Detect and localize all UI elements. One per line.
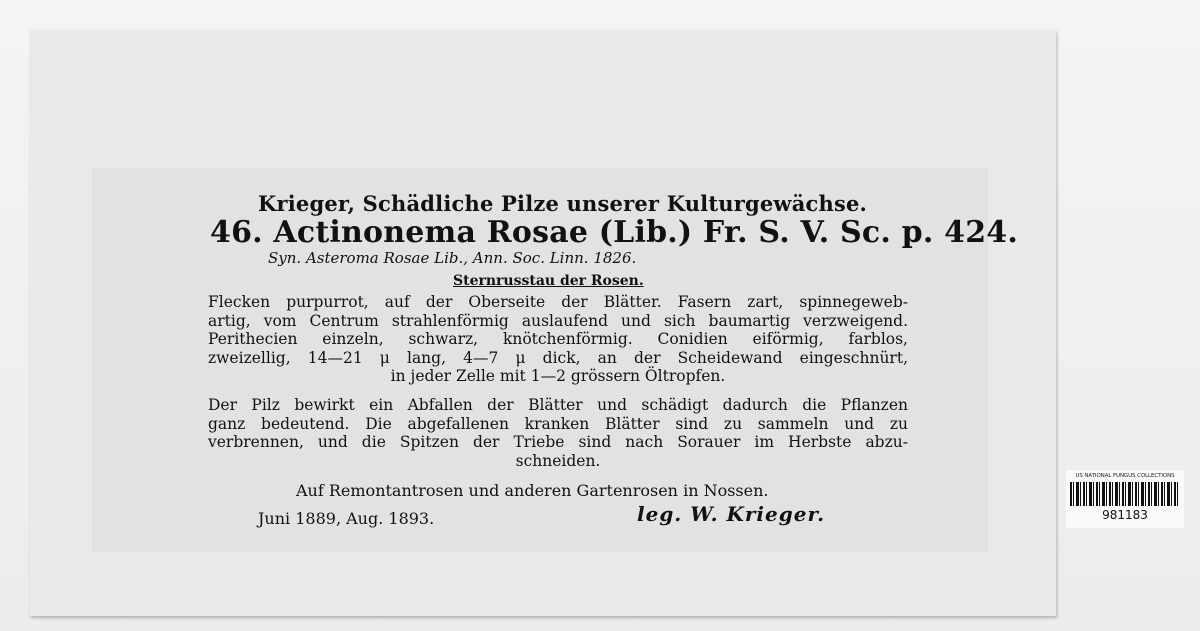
common-name: Sternrusstau der Rosen. [453, 273, 644, 289]
description-line: in jeder Zelle mit 1—2 grössern Öltropfen. [390, 367, 726, 385]
description-line: Perithecien einzeln, schwarz, knötchenförmig. Conidien eiförmig, farblos, [208, 330, 908, 348]
collector-signature: leg. W. Krieger. [637, 502, 826, 526]
locality-line: Auf Remontantrosen und anderen Gartenrosen in Nossen. [296, 481, 769, 500]
synonym-line: Syn. Asteroma Rosae Lib., Ann. Soc. Linn. 1826. [268, 249, 637, 267]
description-line: artig, vom Centrum strahlenförmig auslaufend und sich baumartig verzweigend. [208, 311, 908, 330]
notes-line: verbrennen, und die Spitzen der Triebe sind nach Sorauer im Herbste abzu- [208, 433, 908, 451]
barcode-number: 981183 [1102, 508, 1148, 522]
species-title: 46. Actinonema Rosae (Lib.) Fr. S. V. Sc. p. 424. [210, 215, 1018, 250]
barcode-label [1066, 470, 1184, 528]
description-line: zweizellig, 14—21 μ lang, 4—7 μ dick, an der Scheidewand eingeschnürt, [208, 348, 908, 367]
notes-line: schneiden. [515, 451, 601, 470]
collection-dates: Juni 1889, Aug. 1893. [258, 509, 435, 528]
label-header: Krieger, Schädliche Pilze unserer Kulturgewächse. [258, 191, 868, 216]
description-paragraph [208, 293, 908, 386]
barcode-header: US NATIONAL FUNGUS COLLECTIONS [1075, 473, 1175, 479]
description-line: Flecken purpurrot, auf der Oberseite der Blätter. Fasern zart, spinnegeweb- [208, 293, 908, 311]
notes-line: ganz bedeutend. Die abgefallenen kranken Blätter sind zu sammeln und zu [208, 414, 908, 433]
barcode-bars [1070, 482, 1180, 506]
notes-paragraph [208, 396, 908, 470]
notes-line: Der Pilz bewirkt ein Abfallen der Blätter und schädigt dadurch die Pflanzen [208, 396, 908, 414]
